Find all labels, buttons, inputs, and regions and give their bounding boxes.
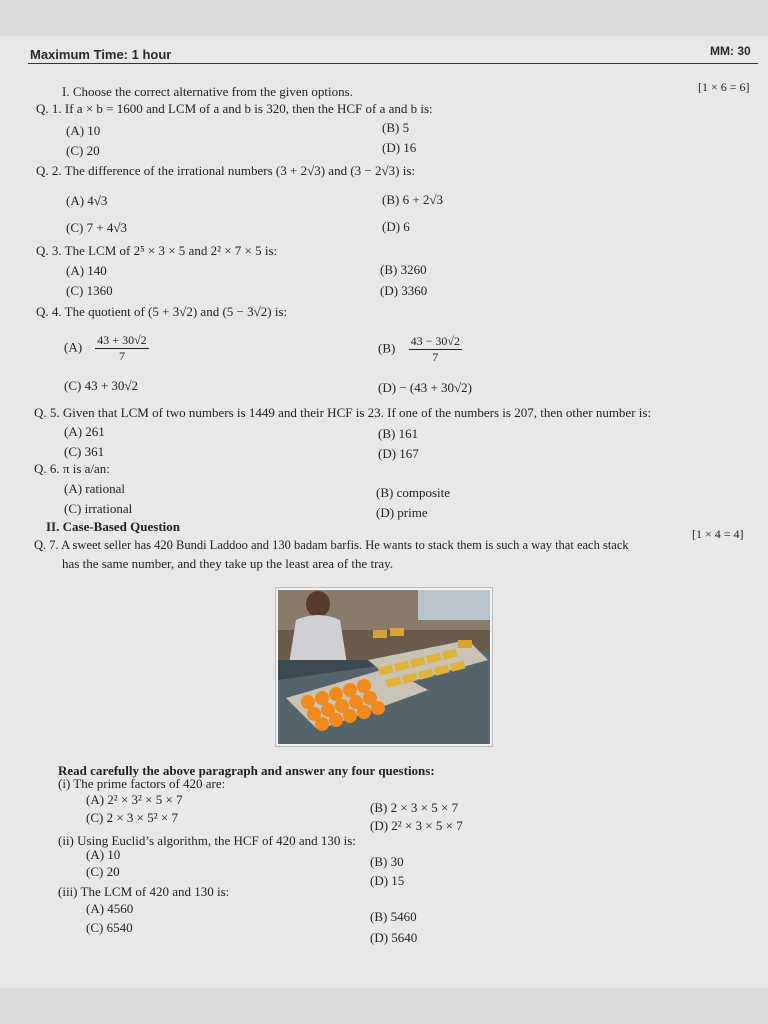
question-7-line-2: has the same number, and they take up the least area of the tray. xyxy=(62,556,394,571)
case-ii-option-a: (A) 10 xyxy=(86,847,121,862)
q2-option-b: (B) 6 + 2√3 xyxy=(382,192,444,207)
case-i-option-a: (A) 2² × 3² × 5 × 7 xyxy=(86,792,183,807)
q4-option-b-numerator: 43 − 30√2 xyxy=(410,334,460,348)
q1-option-d: (D) 16 xyxy=(382,140,417,155)
case-iii-option-b: (B) 5460 xyxy=(370,909,417,924)
case-i-option-d: (D) 2² × 3 × 5 × 7 xyxy=(370,818,463,833)
q6-option-d: (D) prime xyxy=(376,505,428,520)
q4-option-a-numerator: 43 + 30√2 xyxy=(97,333,147,347)
case-ii-option-d: (D) 15 xyxy=(370,873,405,888)
q6-option-c: (C) irrational xyxy=(64,501,133,516)
question-4: Q. 4. The quotient of (5 + 3√2) and (5 − 3√2) is: xyxy=(36,304,288,319)
q1-option-c: (C) 20 xyxy=(66,143,100,158)
case-question-i: (i) The prime factors of 420 are: xyxy=(58,776,226,791)
q4-option-c: (C) 43 + 30√2 xyxy=(64,378,139,393)
sweets-photo-illustration xyxy=(278,590,490,744)
q3-option-c: (C) 1360 xyxy=(66,283,113,298)
question-3: Q. 3. The LCM of 2⁵ × 3 × 5 and 2² × 7 × 5 is: xyxy=(36,243,278,258)
q4-option-a-denominator: 7 xyxy=(118,349,125,363)
section-1-marks: [1 × 6 = 6] xyxy=(698,80,750,94)
q5-option-b: (B) 161 xyxy=(378,426,419,441)
question-7-line-1: Q. 7. A sweet seller has 420 Bundi Laddoo and 130 badam barfis. He wants to stack them is such a way that each stack xyxy=(34,538,629,552)
section-2-title: II. Case-Based Question xyxy=(46,519,180,534)
case-iii-option-c: (C) 6540 xyxy=(86,920,133,935)
q5-option-d: (D) 167 xyxy=(378,446,419,461)
question-1: Q. 1. If a × b = 1600 and LCM of a and b is 320, then the HCF of a and b is: xyxy=(36,101,433,116)
section-1-title: I. Choose the correct alternative from the given options. xyxy=(62,84,353,99)
q3-option-d: (D) 3360 xyxy=(380,283,428,298)
q1-option-b: (B) 5 xyxy=(382,120,410,135)
q4-option-b-fraction xyxy=(409,334,462,365)
q4-option-b xyxy=(378,334,462,365)
q4-option-a-label: (A) xyxy=(64,339,83,355)
case-i-option-b: (B) 2 × 3 × 5 × 7 xyxy=(370,800,459,815)
section-2-marks: [1 × 4 = 4] xyxy=(692,527,744,541)
q4-option-d: (D) − (43 + 30√2) xyxy=(378,380,473,395)
sweets-photo xyxy=(276,588,492,746)
q2-option-a: (A) 4√3 xyxy=(66,193,108,208)
case-question-iii: (iii) The LCM of 420 and 130 is: xyxy=(58,884,230,899)
q3-option-b: (B) 3260 xyxy=(380,262,427,277)
max-marks: MM: 30 xyxy=(710,44,751,58)
max-time-heading: Maximum Time: 1 hour xyxy=(30,47,172,62)
question-2: Q. 2. The difference of the irrational numbers (3 + 2√3) and (3 − 2√3) is: xyxy=(36,163,415,178)
q6-option-a: (A) rational xyxy=(64,481,126,496)
q2-option-c: (C) 7 + 4√3 xyxy=(66,220,128,235)
case-i-option-c: (C) 2 × 3 × 5² × 7 xyxy=(86,810,178,825)
q5-option-a: (A) 261 xyxy=(64,424,105,439)
q1-option-a: (A) 10 xyxy=(66,123,101,138)
q4-option-b-label: (B) xyxy=(378,340,396,356)
q4-option-b-denominator: 7 xyxy=(432,350,439,364)
question-5: Q. 5. Given that LCM of two numbers is 1449 and their HCF is 23. If one of the numbers is 207, then other number is: xyxy=(34,405,652,420)
case-iii-option-a: (A) 4560 xyxy=(86,901,134,916)
case-ii-option-c: (C) 20 xyxy=(86,864,120,879)
case-ii-option-b: (B) 30 xyxy=(370,854,404,869)
q4-option-a xyxy=(64,333,149,364)
q3-option-a: (A) 140 xyxy=(66,263,107,278)
case-iii-option-d: (D) 5640 xyxy=(370,930,418,945)
case-instruction: Read carefully the above paragraph and answer any four questions: xyxy=(58,763,435,778)
q5-option-c: (C) 361 xyxy=(64,444,105,459)
header-rule xyxy=(28,63,758,64)
q2-option-d: (D) 6 xyxy=(382,219,410,234)
case-question-ii: (ii) Using Euclid’s algorithm, the HCF of 420 and 130 is: xyxy=(58,833,356,848)
question-6: Q. 6. π is a/an: xyxy=(34,461,110,476)
q6-option-b: (B) composite xyxy=(376,485,451,500)
q4-option-a-fraction xyxy=(95,333,148,364)
